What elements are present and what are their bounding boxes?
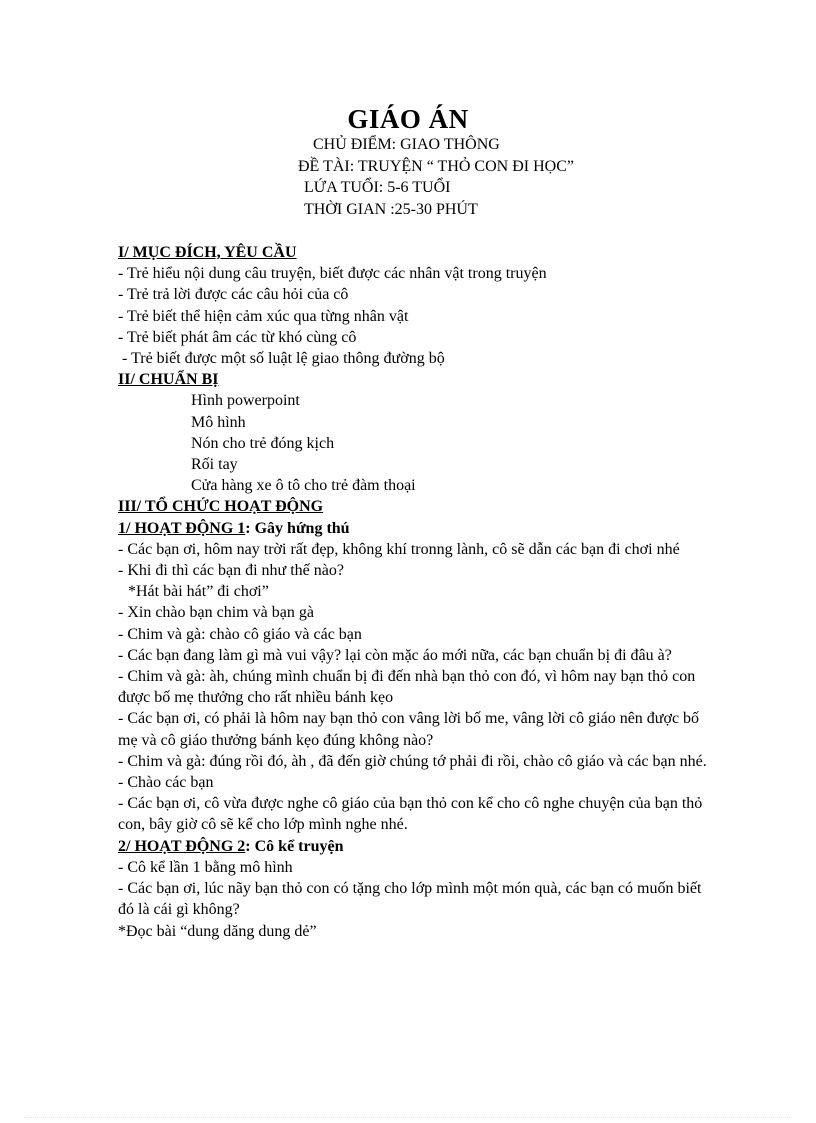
- dialogue-line: - Cô kể lần 1 bằng mô hình: [118, 858, 293, 876]
- document-title: GIÁO ÁN: [347, 104, 469, 134]
- activity-1-title: : Gây hứng thú: [245, 519, 350, 537]
- objective-item: - Trẻ biết thể hiện cảm xúc qua từng nhân vật: [118, 307, 409, 325]
- objective-item: - Trẻ trả lời được các câu hỏi của cô: [118, 286, 349, 304]
- section-3-heading: III/ TỔ CHỨC HOẠT ĐỘNG: [118, 498, 324, 516]
- dialogue-line: - Chim và gà: đúng rồi đó, àh , đã đến giờ chúng tớ phải đi rồi, chào cô giáo và các bạn nhé.: [118, 752, 707, 770]
- subject-line: ĐỀ TÀI: TRUYỆN “ THỎ CON ĐI HỌC”: [298, 158, 574, 175]
- page-bottom-divider: [24, 1117, 792, 1118]
- dialogue-line: - Khi đi thì các bạn đi như thế nào?: [118, 562, 344, 580]
- dialogue-line: - Chim và gà: àh, chúng mình chuẩn bị đi đến nhà bạn thỏ con đó, vì hôm nay bạn thỏ con được bố mẹ thưởng cho rất nhiều bánh kẹo: [118, 668, 696, 707]
- dialogue-line: - Các bạn ơi, hôm nay trời rất đẹp, không khí tronng lành, cô sẽ dẫn các bạn đi chơi nhé: [118, 540, 680, 558]
- dialogue-line: - Chim và gà: chào cô giáo và các bạn: [118, 625, 362, 643]
- preparation-item: Nón cho trẻ đóng kịch: [191, 434, 335, 452]
- song-line: *Đọc bài “dung dăng dung dẻ”: [118, 922, 317, 940]
- activity-2-title: : Cô kể truyện: [245, 837, 344, 855]
- document-body: [118, 242, 718, 942]
- activity-2-label: 2/ HOẠT ĐỘNG 2: [118, 837, 246, 855]
- objective-item: - Trẻ biết được một số luật lệ giao thông đường bộ: [122, 350, 445, 368]
- preparation-item: Rối tay: [191, 456, 238, 474]
- preparation-item: Cửa hàng xe ô tô cho trẻ đàm thoại: [191, 477, 416, 495]
- objective-item: - Trẻ hiểu nội dung câu truyện, biết được các nhân vật trong truyện: [118, 265, 547, 283]
- preparation-item: Hình powerpoint: [191, 392, 300, 410]
- objective-item: - Trẻ biết phát âm các từ khó cùng cô: [118, 328, 357, 346]
- activity-1-heading: [118, 518, 718, 539]
- dialogue-line: - Chào các bạn: [118, 774, 214, 792]
- song-line: *Hát bài hát” đi chơi”: [128, 583, 269, 601]
- topic-line: CHỦ ĐIỂM: GIAO THÔNG: [313, 136, 500, 153]
- age-line: LỨA TUỔI: 5-6 TUỔI: [304, 179, 451, 196]
- dialogue-line: - Các bạn ơi, cô vừa được nghe cô giáo của bạn thỏ con kể cho cô nghe chuyện của bạn thỏ con, bây giờ cô sẽ kể cho lớp mình nghe nhé.: [118, 795, 703, 834]
- activity-1-label: 1/ HOẠT ĐỘNG 1: [118, 519, 246, 537]
- activity-2-heading: [118, 836, 718, 857]
- dialogue-line: - Các bạn ơi, lúc nãy bạn thỏ con có tặng cho lớp mình một món quà, các bạn có muốn biết đó là cái gì không?: [118, 880, 702, 919]
- dialogue-line: - Xin chào bạn chim và bạn gà: [118, 604, 314, 622]
- duration-line: THỜI GIAN :25-30 PHÚT: [304, 201, 478, 218]
- preparation-item: Mô hình: [191, 413, 246, 431]
- dialogue-line: - Các bạn đang làm gì mà vui vậy? lại còn mặc áo mới nữa, các bạn chuẩn bị đi đâu à?: [118, 646, 672, 664]
- dialogue-line: - Các bạn ơi, có phải là hôm nay bạn thỏ con vâng lời bố me, vâng lời cô giáo nên được bố mẹ và cô giáo thưởng bánh kẹo đúng không nào?: [118, 710, 700, 749]
- section-1-heading: I/ MỤC ĐÍCH, YÊU CẦU: [118, 244, 297, 261]
- section-2-heading: II/ CHUẨN BỊ: [118, 371, 219, 389]
